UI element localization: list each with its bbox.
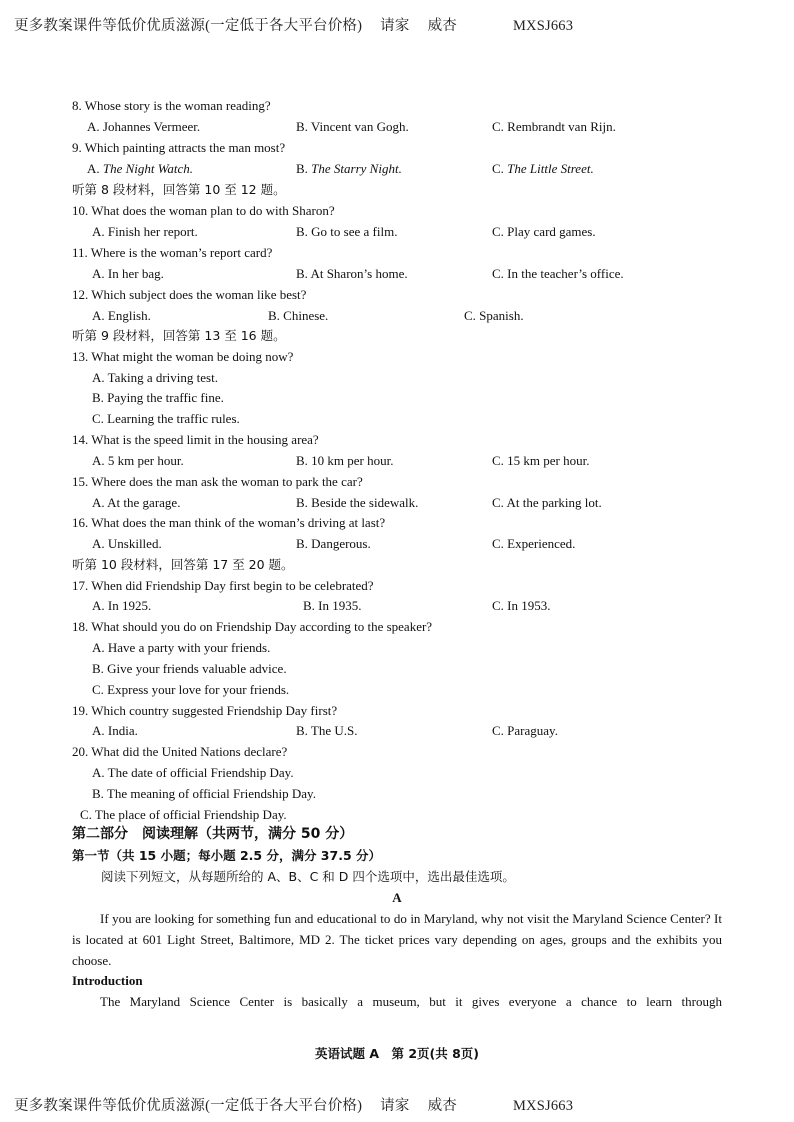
listening-header-9: 听第 9 段材料，回答第 13 至 16 题。 <box>72 328 286 343</box>
banner-text-bottom: 更多教案课件等低价优质滋源(一定低于各大平台价格) <box>14 1098 363 1114</box>
q10-option-c: C. Play card games. <box>492 224 596 239</box>
question-19: 19. Which country suggested Friendship Day first? <box>72 703 338 718</box>
q9-option-a: A. The Night Watch. <box>87 161 194 176</box>
q12-option-b: B. Chinese. <box>268 308 329 323</box>
q11-option-a: A. In her bag. <box>92 266 164 281</box>
passage-para-2-text: The Maryland Science Center is basically a museum, but it gives everyone a chance to learn through <box>100 994 722 1009</box>
banner-text: 更多教案课件等低价优质滋源(一定低于各大平台价格) <box>14 18 363 34</box>
passage-letter: A <box>392 890 402 905</box>
question-17: 17. When did Friendship Day first begin to be celebrated? <box>72 578 374 593</box>
top-banner <box>14 14 573 35</box>
q18-option-b: B. Give your friends valuable advice. <box>92 661 287 676</box>
intro-heading: Introduction <box>72 973 143 988</box>
q17-option-a: A. In 1925. <box>92 598 152 613</box>
q14-option-a: A. 5 km per hour. <box>92 453 184 468</box>
q13-option-c: C. Learning the traffic rules. <box>92 411 240 426</box>
q17-option-c: C. In 1953. <box>492 598 551 613</box>
q19-option-c: C. Paraguay. <box>492 723 558 738</box>
question-13: 13. What might the woman be doing now? <box>72 349 294 364</box>
listening-header-10: 听第 10 段材料，回答第 17 至 20 题。 <box>72 557 294 572</box>
banner-code: MXSJ663 <box>512 18 574 34</box>
question-14: 14. What is the speed limit in the housing area? <box>72 432 319 447</box>
q10-option-a: A. Finish her report. <box>92 224 198 239</box>
banner-contact-2: 威杏 <box>427 18 457 34</box>
passage-para-1 <box>72 908 722 971</box>
banner-contact-1: 请家 <box>380 18 410 34</box>
question-12: 12. Which subject does the woman like best? <box>72 287 307 302</box>
question-9: 9. Which painting attracts the man most? <box>72 140 286 155</box>
question-15: 15. Where does the man ask the woman to park the car? <box>72 474 363 489</box>
q18-option-a: A. Have a party with your friends. <box>92 640 271 655</box>
q10-option-b: B. Go to see a film. <box>296 224 398 239</box>
q8-option-b: B. Vincent van Gogh. <box>296 119 409 134</box>
q16-option-a: A. Unskilled. <box>92 536 162 551</box>
q18-option-c: C. Express your love for your friends. <box>92 682 290 697</box>
banner-code-bottom: MXSJ663 <box>512 1098 574 1114</box>
part2-section1-title: 第一节（共 15 小题；每小题 2.5 分，满分 37.5 分） <box>72 848 381 863</box>
bottom-banner <box>14 1094 573 1115</box>
q13-option-a: A. Taking a driving test. <box>92 370 218 385</box>
q15-option-c: C. At the parking lot. <box>492 495 602 510</box>
q20-option-c: C. The place of official Friendship Day. <box>80 807 287 822</box>
q16-option-b: B. Dangerous. <box>296 536 371 551</box>
q14-option-c: C. 15 km per hour. <box>492 453 590 468</box>
part2-title: 第二部分 阅读理解（共两节，满分 50 分） <box>72 826 354 842</box>
q11-option-c: C. In the teacher’s office. <box>492 266 624 281</box>
listening-header-8: 听第 8 段材料，回答第 10 至 12 题。 <box>72 182 286 197</box>
q20-option-b: B. The meaning of official Friendship Day. <box>92 786 316 801</box>
q9-option-b: B. The Starry Night. <box>296 161 402 176</box>
q12-option-c: C. Spanish. <box>464 308 524 323</box>
q19-option-a: A. India. <box>92 723 138 738</box>
question-20: 20. What did the United Nations declare? <box>72 744 288 759</box>
part2-instruction: 阅读下列短文，从每题所给的 A、B、C 和 D 四个选项中，选出最佳选项。 <box>101 869 515 884</box>
q15-option-b: B. Beside the sidewalk. <box>296 495 419 510</box>
question-18: 18. What should you do on Friendship Day according to the speaker? <box>72 619 433 634</box>
question-10: 10. What does the woman plan to do with Sharon? <box>72 203 335 218</box>
q14-option-b: B. 10 km per hour. <box>296 453 394 468</box>
q19-option-b: B. The U.S. <box>296 723 358 738</box>
question-16: 16. What does the man think of the woman’s driving at last? <box>72 515 386 530</box>
q20-option-a: A. The date of official Friendship Day. <box>92 765 294 780</box>
q13-option-b: B. Paying the traffic fine. <box>92 390 224 405</box>
q12-option-a: A. English. <box>92 308 151 323</box>
passage-para-2 <box>72 991 722 1012</box>
q15-option-a: A. At the garage. <box>92 495 181 510</box>
q11-option-b: B. At Sharon’s home. <box>296 266 408 281</box>
page-footer: 英语试题 A 第 2页(共 8页) <box>314 1046 480 1061</box>
q9-option-c: C. The Little Street. <box>492 161 594 176</box>
q8-option-a: A. Johannes Vermeer. <box>87 119 201 134</box>
question-11: 11. Where is the woman’s report card? <box>72 245 273 260</box>
q8-option-c: C. Rembrandt van Rijn. <box>492 119 616 134</box>
banner-contact-2-bottom: 威杏 <box>427 1098 457 1114</box>
q16-option-c: C. Experienced. <box>492 536 576 551</box>
banner-contact-1-bottom: 请家 <box>380 1098 410 1114</box>
question-8: 8. Whose story is the woman reading? <box>72 98 271 113</box>
passage-para-1-text: If you are looking for something fun and educational to do in Maryland, why not visit the Maryland Science Center? It is located at 601 Light Street, Baltimore, MD 2. The ticket prices vary depending on ages, groups and the exhibits you choose. <box>72 911 722 968</box>
q17-option-b: B. In 1935. <box>303 598 362 613</box>
